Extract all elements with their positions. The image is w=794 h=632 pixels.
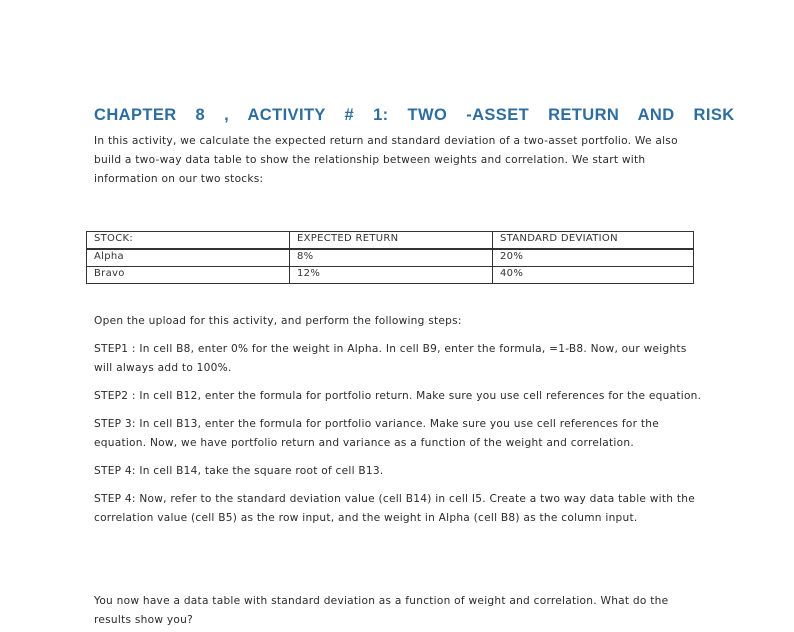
page-title: CHAPTER 8 , ACTIVITY # 1: TWO -ASSET RETURN AND RISK	[94, 106, 735, 124]
table-header-row	[87, 232, 694, 250]
table-row	[87, 267, 694, 284]
stock-table	[86, 231, 694, 284]
closing-question: You now have a data table with standard deviation as a function of weight and correlation. What do the results show you?	[94, 595, 669, 626]
cell-stock: Bravo	[87, 267, 290, 284]
step-4a: STEP 4: In cell B14, take the square root of cell B13.	[94, 465, 384, 477]
intro-paragraph: In this activity, we calculate the expected return and standard deviation of a two-asset portfolio. We also build a two-way data table to show the relationship between weights and correlation. We start with information on our two stocks:	[94, 135, 678, 185]
closing-section	[94, 592, 704, 630]
steps-section	[94, 312, 704, 537]
header-stock: STOCK:	[87, 232, 290, 250]
document-body	[94, 104, 735, 233]
table-row	[87, 249, 694, 267]
cell-stock: Alpha	[87, 249, 290, 267]
header-expected-return: EXPECTED RETURN	[290, 232, 493, 250]
steps-intro: Open the upload for this activity, and perform the following steps:	[94, 315, 462, 327]
step-3: STEP 3: In cell B13, enter the formula for portfolio variance. Make sure you use cell references for the equation. Now, we have portfolio return and variance as a function of the weight and correlation.	[94, 418, 659, 449]
cell-sd: 20%	[493, 249, 694, 267]
cell-return: 12%	[290, 267, 493, 284]
step-1: STEP1 : In cell B8, enter 0% for the weight in Alpha. In cell B9, enter the formula, =1-B8. Now, our weights will always add to 100%.	[94, 343, 687, 374]
cell-return: 8%	[290, 249, 493, 267]
step-2: STEP2 : In cell B12, enter the formula for portfolio return. Make sure you use cell references for the equation.	[94, 390, 702, 402]
step-4b: STEP 4: Now, refer to the standard deviation value (cell B14) in cell I5. Create a two way data table with the correlation value (cell B5) as the row input, and the weight in Alpha (cell B8) as the column input.	[94, 493, 696, 524]
header-standard-deviation: STANDARD DEVIATION	[493, 232, 694, 250]
cell-sd: 40%	[493, 267, 694, 284]
